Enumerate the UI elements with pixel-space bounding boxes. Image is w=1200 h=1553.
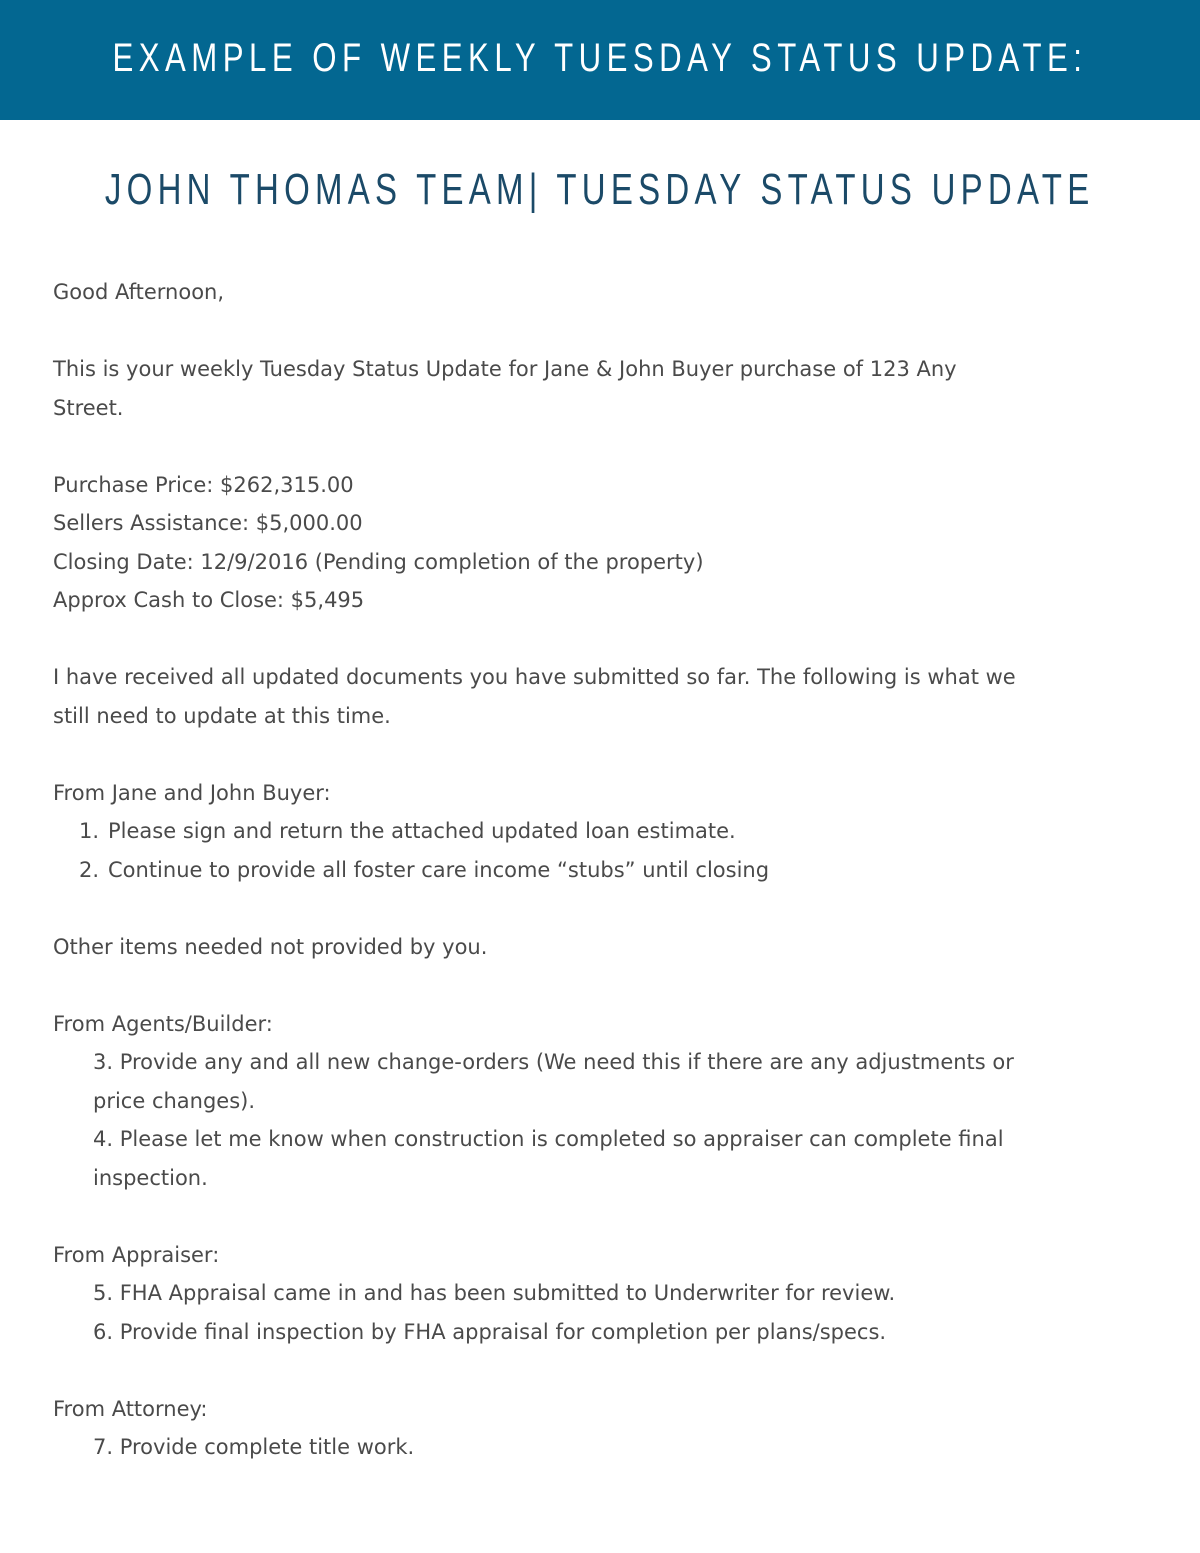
appraiser-heading: From Appraiser: xyxy=(53,1242,220,1267)
detail-sellers-assistance: Sellers Assistance: $5,000.00 xyxy=(53,511,363,535)
detail-purchase-price: Purchase Price: $262,315.00 xyxy=(53,472,354,497)
page-title: JOHN THOMAS TEAM| TUESDAY STATUS UPDATE xyxy=(105,165,1095,214)
list-item: 7. Provide complete title work. xyxy=(93,1435,415,1459)
list-item: 5. FHA Appraisal came in and has been submitted to Underwriter for review. xyxy=(93,1281,896,1305)
header-banner xyxy=(0,0,1200,120)
letter-body xyxy=(53,273,1153,1467)
list-item: 4. Please let me know when construction is completed so appraiser can complete final xyxy=(93,1127,1004,1151)
greeting: Good Afternoon, xyxy=(53,280,225,304)
banner-title: EXAMPLE OF WEEKLY TUESDAY STATUS UPDATE: xyxy=(112,35,1088,80)
agents-heading: From Agents/Builder: xyxy=(53,1011,273,1036)
list-item: 6. Provide final inspection by FHA appraisal for completion per plans/specs. xyxy=(93,1319,887,1344)
list-item-continued: inspection. xyxy=(93,1165,208,1190)
intro-line-2: Street. xyxy=(53,395,124,420)
list-item xyxy=(53,851,1153,890)
list-text: Continue to provide all foster care income “stubs” until closing xyxy=(108,857,770,882)
buyer-heading: From Jane and John Buyer: xyxy=(53,780,331,805)
list-item-continued: price changes). xyxy=(93,1088,256,1113)
list-number: 1. xyxy=(78,819,99,843)
list-item xyxy=(53,812,1153,851)
other-items-note: Other items needed not provided by you. xyxy=(53,934,488,959)
attorney-heading: From Attorney: xyxy=(53,1396,208,1421)
detail-cash-to-close: Approx Cash to Close: $5,495 xyxy=(53,588,365,612)
detail-closing-date: Closing Date: 12/9/2016 (Pending completion of the property) xyxy=(53,549,704,574)
list-text: Please sign and return the attached updated loan estimate. xyxy=(108,819,736,843)
list-number: 2. xyxy=(78,857,99,882)
received-line-2: still need to update at this time. xyxy=(53,703,391,728)
intro-line-1: This is your weekly Tuesday Status Update for Jane & John Buyer purchase of 123 Any xyxy=(53,357,957,381)
received-line-1: I have received all updated documents you have submitted so far. The following is what we xyxy=(53,665,1016,689)
list-item: 3. Provide any and all new change-orders (We need this if there are any adjustments or xyxy=(93,1050,1014,1074)
subtitle-container xyxy=(0,160,1200,220)
